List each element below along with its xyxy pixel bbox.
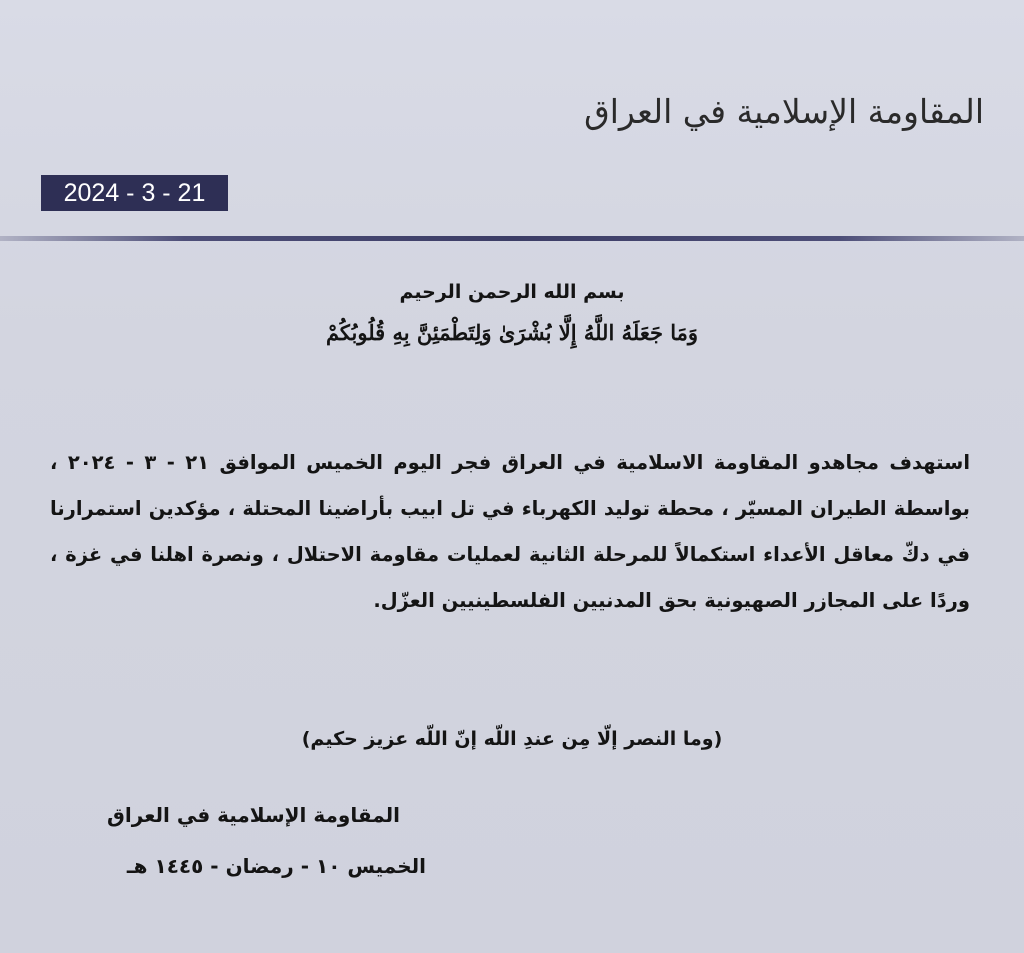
opening-verse: وَمَا جَعَلَهُ اللَّهُ إِلَّا بُشْرَىٰ وَلِتَطْمَئِنَّ بِهِ قُلُوبُكُمْ <box>325 320 699 345</box>
organization-logo-title: المقاومة الإسلامية في العراق <box>584 92 984 131</box>
statement-body: استهدف مجاهدو المقاومة الاسلامية في العراق فجر اليوم الخميس الموافق ٢١ - ٣ - ٢٠٢٤ ، بواسطة الطيران المسيّر ، محطة توليد الكهرباء في تل ابيب بأراضينا المحتلة ، مؤكدين استمرارنا في دكّ معاقل الأعداء استكمالاً للمرحلة الثانية لعمليات مقاومة الاحتلال ، ونصرة اهلنا في غزة ، وردًا على المجازر الصهيونية بحق المدنيين الفلسطينيين العزّل. <box>50 451 971 612</box>
basmala: بسم الله الرحمن الرحيم <box>399 281 625 303</box>
closing-verse: (وما النصر إلّا مِن عندِ اللّه إنّ اللّه عزيز حكيم) <box>301 728 723 750</box>
date-badge: 2024 - 3 - 21 <box>41 175 228 211</box>
signature-date: الخميس ١٠ - رمضان - ١٤٤٥ هـ <box>126 854 426 878</box>
signature-organization: المقاومة الإسلامية في العراق <box>107 803 400 827</box>
header-divider <box>0 236 1024 241</box>
